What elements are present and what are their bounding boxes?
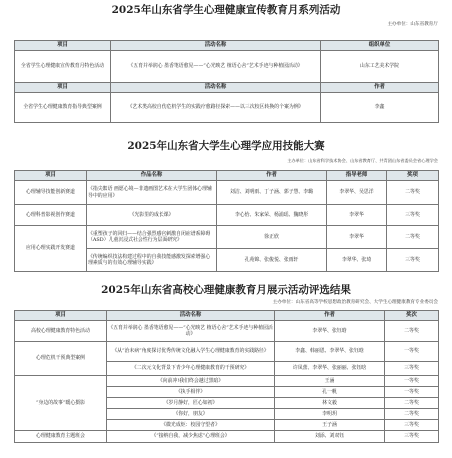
organizer-line: 主办单位：山东省科学技术协会、山东省教育厅、共青团山东省委员会省心理学会	[287, 158, 438, 163]
cell-author: 李明玥	[275, 409, 385, 420]
cell-award: 二等奖	[387, 181, 439, 205]
cell-project: 全省学生心理健康教育指导典型案例	[15, 93, 111, 123]
cell-author: 王涵	[275, 376, 385, 387]
table-row	[15, 205, 439, 226]
cell-project: 心理危机干预典型案例	[15, 342, 107, 376]
cell-award: 二等奖	[385, 321, 439, 342]
table-row	[15, 342, 439, 362]
table-header-row	[15, 171, 439, 181]
organizer-line: 主办单位：山东省教育厅	[387, 22, 438, 27]
cell-author: 李鑫、韩丽恩、李翠华、张钰晗	[275, 342, 385, 362]
cell-activity: 《微光成炬：校园守望者》	[107, 420, 275, 431]
cell-author: 王子涵	[275, 420, 385, 431]
cell-award: 三等奖	[387, 205, 439, 226]
cell-author: 林文毅	[275, 398, 385, 409]
section-publicity-month	[0, 4, 452, 28]
cell-award: 二等奖	[385, 409, 439, 420]
cell-activity: 《五育并举润心 墨香笔语愈见——“心光映艺 植语心舍”艺术手迹与种植园活动》	[107, 321, 275, 342]
col-header: 组织单位	[321, 41, 439, 51]
col-header: 活动名称	[107, 311, 275, 321]
section-skills-contest	[0, 140, 452, 164]
cell-author: 刘添、刘双钰	[275, 431, 385, 443]
section-title: 2025年山东省学生心理健康宣传教育月系列活动	[111, 4, 341, 16]
cell-award: 一等奖	[385, 376, 439, 387]
cell-author: 徐正欣	[217, 226, 327, 249]
cell-author: 李心怡、朱家荣、杨浦瑶、魏晓彤	[217, 205, 327, 226]
cell-project: 心理辅导技能创新赛道	[15, 181, 87, 205]
exhibition-table	[14, 310, 439, 443]
table-row	[15, 431, 439, 443]
cell-project: 高校心理健康教育特色活动	[15, 321, 107, 342]
col-header: 项目	[15, 171, 87, 181]
col-header: 奖次	[385, 311, 439, 321]
cell-award: 一等奖	[385, 342, 439, 362]
col-header: 项目	[15, 311, 107, 321]
table-header-row	[15, 41, 439, 51]
cell-advisor: 李翠华	[327, 205, 387, 226]
contest-table	[14, 170, 439, 272]
cell-project: “身边的故事”暖心摄影	[15, 376, 107, 431]
col-header: 项目	[15, 41, 111, 51]
cell-advisor: 李翠华、张琦	[327, 249, 387, 272]
cell-activity: 《“接纳自我，减少焦虑”心理班会》	[107, 431, 275, 443]
cell-award: 一等奖	[385, 387, 439, 398]
table-header-row	[15, 311, 439, 321]
table-row	[15, 93, 439, 123]
section-exhibition-results	[0, 284, 452, 306]
cell-work: 《传统编织技法构建过程中的自我技能感激发探索增强心理素质与的有效心理辅导实践》	[87, 249, 217, 272]
cell-work: 《光影里的成长课》	[87, 205, 217, 226]
section-title: 2025年山东省高校心理健康教育月展示活动评选结果	[101, 284, 351, 296]
col-header: 作品名称	[87, 171, 217, 181]
cell-award: 二等奖	[387, 226, 439, 249]
table-row	[15, 376, 439, 387]
cell-author: 孔一帆	[275, 387, 385, 398]
table-row	[15, 181, 439, 205]
cell-activity: 《从“治未病”角度探讨优秀传统文化融入学生心理健康教育的实践路径》	[107, 342, 275, 362]
cell-work: 《重塑孩子的回归——结合强烈感官刺激自闭症谱系障碍（ASD）儿童沉浸式社会性行为层面研究》	[87, 226, 217, 249]
cell-author: 孔苑锦、张俊悦、张雨轩	[217, 249, 327, 272]
cell-project: 心理科普影视创作赛道	[15, 205, 87, 226]
cell-activity: 《执手相伴》	[107, 387, 275, 398]
col-header: 指导老师	[327, 171, 387, 181]
cell-award: 三等奖	[387, 249, 439, 272]
col-header: 作者	[275, 311, 385, 321]
cell-award: 三等奖	[385, 431, 439, 443]
col-header: 奖项	[387, 171, 439, 181]
publicity-table	[14, 40, 439, 123]
cell-advisor: 李翠华、吴思洋	[327, 181, 387, 205]
cell-activity: 《你好，朋友》	[107, 409, 275, 420]
cell-org: 山东工艺美术学院	[321, 51, 439, 83]
cell-award: 二等奖	[385, 398, 439, 409]
cell-advisor: 李翠华	[327, 226, 387, 249]
cell-author: 刘洁、刘明雨、丁子涵、郭子慧、李璐	[217, 181, 327, 205]
col-header: 项目	[15, 83, 111, 93]
cell-author: 李翠华、张钰晗	[275, 321, 385, 342]
cell-activity: 《向前冲!我们终会越过黑暗》	[107, 376, 275, 387]
col-header: 活动名称	[111, 41, 321, 51]
cell-project: 心理健康教育主题班会	[15, 431, 107, 443]
section-title: 2025年山东省大学生心理学应用技能大赛	[127, 140, 325, 152]
cell-author: 许凤蕾、李翠华、张丽丽、张钰晗	[275, 362, 385, 376]
col-header: 作者	[217, 171, 327, 181]
cell-activity: 《岁月静好，匠心如初》	[107, 398, 275, 409]
cell-award: 三等奖	[385, 420, 439, 431]
cell-activity: 《艺术类高校自伤危机学生的实践疗愈路径探索——以三次校区转换的个案为例》	[111, 93, 321, 123]
col-header: 活动名称	[111, 83, 321, 93]
table-row	[15, 51, 439, 83]
cell-project: 应用心理实践开发赛道	[15, 226, 87, 272]
cell-award: 三等奖	[385, 362, 439, 376]
organizer-line: 主办单位：山东省高等学校思想政治教育研究会、大学生心理健康教育专业委员会	[272, 300, 438, 305]
table-row	[15, 226, 439, 249]
table-row	[15, 321, 439, 342]
cell-project: 全省学生心理健康宣传教育月特色活动	[15, 51, 111, 83]
table-header-row	[15, 83, 439, 93]
cell-author: 李鑫	[321, 93, 439, 123]
cell-activity: 《二次元文化背景下青少年心理健康教育的干预研究》	[107, 362, 275, 376]
cell-work: 《指尖絮语 画愿心境—非遗画图艺术在大学生团体心理辅导中的应用》	[87, 181, 217, 205]
cell-activity: 《五育并举润心 墨香笔语愈见——“心光映艺 植语心舍”艺术手迹与种植园活动》	[111, 51, 321, 83]
col-header: 作者	[321, 83, 439, 93]
